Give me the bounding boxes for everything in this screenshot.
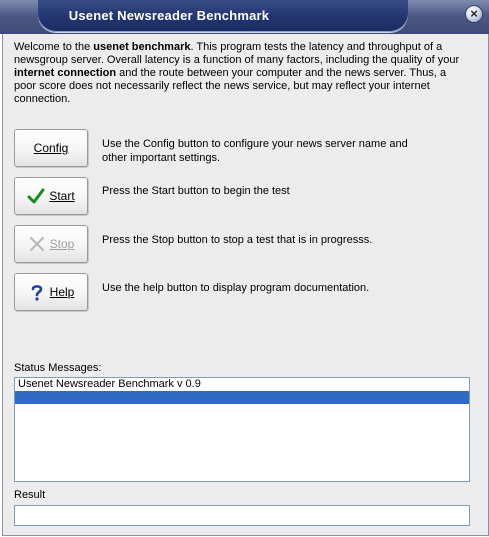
close-button[interactable] — [465, 5, 483, 23]
help-button[interactable] — [14, 273, 88, 311]
intro-text: Welcome to the usenet benchmark. This program tests the latency and throughput of a newsgroup server. Overall latency is a function of many factors, including the quality of your internet connection and the route between your computer and the news server. Thus, a poor score does not necessarily reflect the news service, but may reflect your internet connection. — [14, 41, 460, 105]
start-description: Press the Start button to begin the test — [102, 185, 290, 197]
x-icon — [28, 235, 46, 253]
help-button-label: Help — [49, 285, 75, 299]
stop-description: Press the Stop button to stop a test that is in progresss. — [102, 234, 373, 246]
check-icon — [27, 187, 45, 205]
start-button-label: Start — [49, 189, 75, 203]
result-label: Result — [14, 489, 46, 501]
window-title: Usenet Newsreader Benchmark — [68, 8, 270, 23]
stop-button[interactable] — [14, 225, 88, 263]
question-icon — [28, 283, 46, 301]
config-description: Use the Config button to configure your news server name and other important settings. — [102, 138, 408, 164]
client-area — [2, 34, 489, 536]
status-message-item[interactable]: Usenet Newsreader Benchmark v 0.9 — [18, 378, 201, 390]
close-icon: × — [470, 6, 478, 21]
help-description: Use the help button to display program documentation. — [102, 282, 370, 294]
status-message-item-selected[interactable] — [15, 391, 469, 404]
status-messages-label: Status Messages: — [14, 362, 102, 374]
config-button-label: Config — [33, 141, 69, 155]
config-button[interactable] — [14, 129, 88, 167]
status-messages-list[interactable] — [14, 377, 470, 482]
result-field[interactable] — [14, 505, 470, 526]
stop-button-label: Stop — [49, 237, 75, 251]
start-button[interactable] — [14, 177, 88, 215]
